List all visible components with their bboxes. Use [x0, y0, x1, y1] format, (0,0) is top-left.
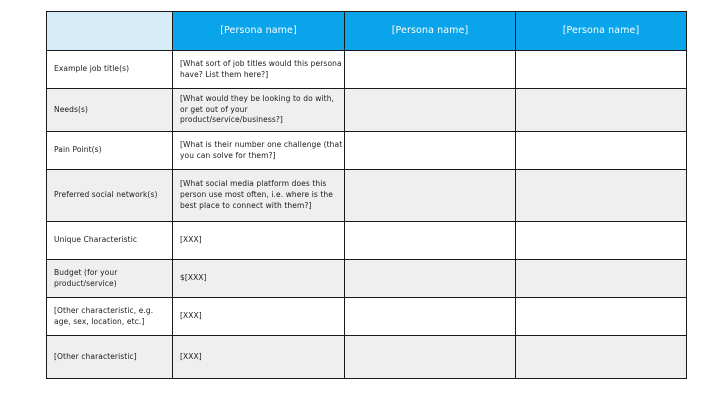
row-label: Unique Characteristic	[47, 222, 173, 260]
row-value: [XXX]	[173, 336, 345, 379]
row-value: $[XXX]	[173, 260, 345, 298]
persona-3-cell	[516, 260, 687, 298]
row-value: [What is their number one challenge (that you can solve for them?]	[173, 132, 345, 170]
persona-3-header: [Persona name]	[516, 12, 687, 51]
table-row-other-characteristic-2	[47, 336, 687, 379]
persona-3-cell	[516, 336, 687, 379]
persona-3-cell	[516, 132, 687, 170]
row-label: Needs(s)	[47, 89, 173, 132]
row-value: [XXX]	[173, 298, 345, 336]
persona-2-cell	[345, 132, 516, 170]
persona-2-cell	[345, 51, 516, 89]
persona-2-header: [Persona name]	[345, 12, 516, 51]
persona-1-header: [Persona name]	[173, 12, 345, 51]
table-row-needs	[47, 89, 687, 132]
row-label: Example job title(s)	[47, 51, 173, 89]
row-label: Pain Point(s)	[47, 132, 173, 170]
table-row-unique-characteristic	[47, 222, 687, 260]
row-value: [What sort of job titles would this persona have? List them here?]	[173, 51, 345, 89]
row-value: [What social media platform does this person use most often, i.e. where is the best place to connect with them?]	[173, 170, 345, 222]
persona-3-cell	[516, 170, 687, 222]
persona-2-cell	[345, 298, 516, 336]
row-label: Budget (for your product/service)	[47, 260, 173, 298]
persona-2-cell	[345, 222, 516, 260]
row-label: [Other characteristic, e.g. age, sex, location, etc.]	[47, 298, 173, 336]
persona-3-cell	[516, 51, 687, 89]
header-row	[47, 12, 687, 51]
table-row-social-networks	[47, 170, 687, 222]
persona-table	[46, 11, 687, 379]
table-row-job-titles	[47, 51, 687, 89]
persona-3-cell	[516, 298, 687, 336]
row-label: Preferred social network(s)	[47, 170, 173, 222]
row-value: [What would they be looking to do with, or get out of your product/service/business?]	[173, 89, 345, 132]
persona-2-cell	[345, 260, 516, 298]
row-label: [Other characteristic]	[47, 336, 173, 379]
persona-2-cell	[345, 170, 516, 222]
row-value: [XXX]	[173, 222, 345, 260]
persona-3-cell	[516, 222, 687, 260]
persona-3-cell	[516, 89, 687, 132]
table-row-budget	[47, 260, 687, 298]
header-corner-cell	[47, 12, 173, 51]
table-row-pain-points	[47, 132, 687, 170]
persona-2-cell	[345, 336, 516, 379]
table-row-other-characteristic-1	[47, 298, 687, 336]
persona-2-cell	[345, 89, 516, 132]
